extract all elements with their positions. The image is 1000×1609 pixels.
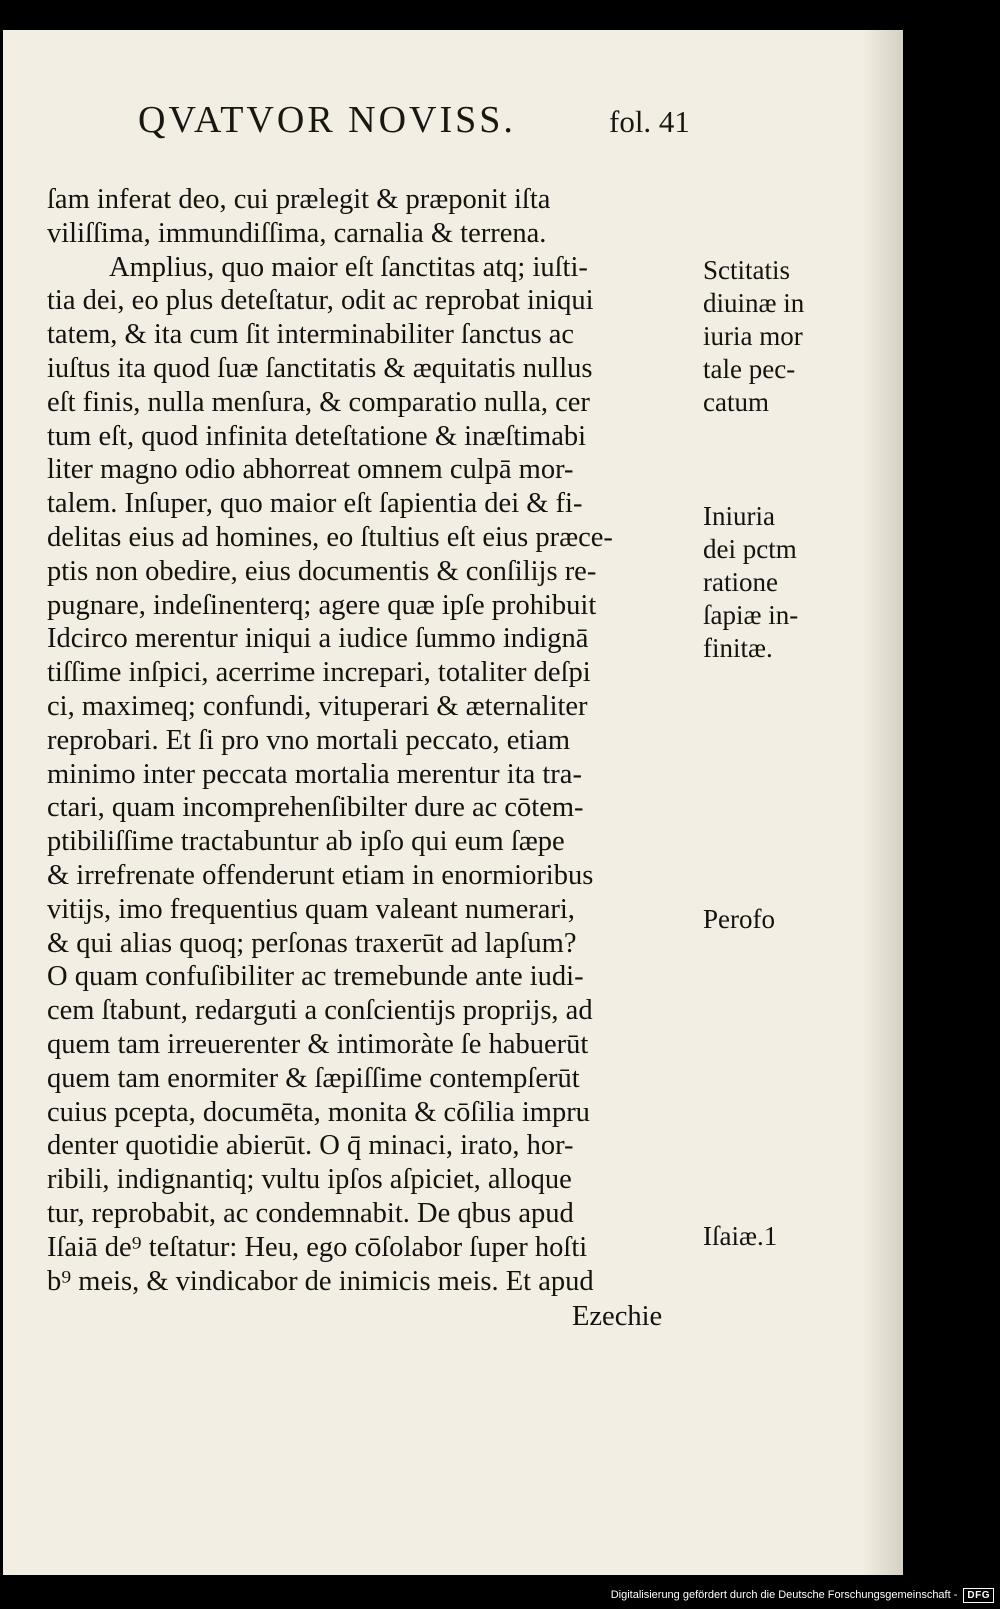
marginal-note-line: catum xyxy=(703,387,769,417)
marginal-note-sanctitas xyxy=(703,254,883,419)
main-text-block xyxy=(47,183,699,1334)
text-line: eſt finis, nulla menſura, & comparatio nulla, cer xyxy=(47,386,590,418)
text-line: pugnare, indeſinenterq; agere quæ ipſe prohibuit xyxy=(47,589,597,621)
marginal-note-line: Sctitatis xyxy=(703,255,790,285)
marginal-note-line: finitæ. xyxy=(703,633,773,663)
text-line: quem tam irreuerenter & intimoràte ſe habuerūt xyxy=(47,1028,589,1060)
text-line: ribili, indignantiq; vultu ipſos aſpiciet, alloque xyxy=(47,1164,572,1196)
marginal-note-line: ratione xyxy=(703,567,778,597)
text-line: ſam inferat deo, cui prælegit & præponit iſta xyxy=(47,184,551,215)
text-line: Iſaiā de⁹ teſtatur: Heu, ego cōſolabor ſuper hoſti xyxy=(47,1231,588,1263)
text-line: liter magno odio abhorreat omnem culpā mor- xyxy=(47,454,574,486)
text-line: tum eſt, quod infinita deteſtatione & inæſtimabi xyxy=(47,420,587,452)
marginal-note-line: Iſaiæ.1 xyxy=(703,1221,778,1251)
text-line: quem tam enormiter & ſæpiſſime contempſerūt xyxy=(47,1062,580,1094)
catchword: Ezechie xyxy=(572,1301,663,1333)
dfg-logo: DFG xyxy=(963,1588,994,1603)
running-head-title: QVATVOR NOVISS. xyxy=(138,99,516,141)
text-line: denter quotidie abierūt. O q̄ minaci, irato, hor- xyxy=(47,1130,574,1162)
marginal-note-isaiae xyxy=(703,1220,883,1253)
text-line: ptibiliſſime tractabuntur ab ipſo qui eum ſæpe xyxy=(47,826,565,858)
marginal-note-line: ſapiæ in- xyxy=(703,600,799,630)
folio-number: fol. 41 xyxy=(609,104,690,139)
text-line: reprobari. Et ſi pro vno mortali peccato, etiam xyxy=(47,724,571,756)
text-line: viliſſima, immundiſſima, carnalia & terrena. xyxy=(47,217,547,249)
text-line: & irrefrenate offenderunt etiam in enormioribus xyxy=(47,859,594,891)
text-line: talem. Inſuper, quo maior eſt ſapientia dei & fi- xyxy=(47,488,583,520)
text-line: tur, reprobabit, ac condemnabit. De qbus apud xyxy=(47,1197,574,1229)
text-line: tatem, & ita cum ſit interminabiliter ſanctus ac xyxy=(47,319,575,351)
marginal-note-line: Perofo xyxy=(703,904,775,934)
text-line: vitijs, imo frequentius quam valeant numerari, xyxy=(47,893,575,925)
text-line: cuius pcepta, documēta, monita & cōſilia impru xyxy=(47,1096,590,1128)
text-line: Amplius, quo maior eſt ſanctitas atq; iuſti- xyxy=(109,251,588,283)
text-line: b⁹ meis, & vindicabor de inimicis meis. Et apud xyxy=(47,1265,594,1297)
text-line: & qui alias quoq; perſonas traxerūt ad lapſum? xyxy=(47,927,577,959)
marginal-note-perofo xyxy=(703,903,883,936)
text-line: ptis non obedire, eius documentis & conſilijs re- xyxy=(47,555,597,587)
text-line: O quam confuſibiliter ac tremebunde ante iudi- xyxy=(47,961,584,993)
marginal-note-line: diuinæ in xyxy=(703,288,805,318)
text-line: ci, maximeq; confundi, vituperari & æternaliter xyxy=(47,690,588,722)
marginal-note-line: iuria mor xyxy=(703,321,803,351)
book-page xyxy=(3,30,903,1575)
text-line: tia dei, eo plus deteſtatur, odit ac reprobat iniqui xyxy=(47,285,594,317)
marginal-note-line: Iniuria xyxy=(703,501,775,531)
marginal-note-line: dei pctm xyxy=(703,534,797,564)
text-line: cem ſtabunt, redarguti a conſcientijs proprijs, ad xyxy=(47,995,593,1027)
text-line: iuſtus ita quod ſuæ ſanctitatis & æquitatis nullus xyxy=(47,352,593,384)
text-line: Idcirco merentur iniqui a iudice ſummo indignā xyxy=(47,623,589,655)
running-head xyxy=(3,98,903,158)
footer-credit xyxy=(611,1584,994,1606)
text-line: ctari, quam incomprehenſibilter dure ac cōtem- xyxy=(47,792,584,824)
footer-credit-text: Digitalisierung gefördert durch die Deutsche Forschungsgemeinschaft - xyxy=(610,1589,958,1601)
marginal-note-line: tale pec- xyxy=(703,354,796,384)
text-line: delitas eius ad homines, eo ſtultius eſt eius præce- xyxy=(47,521,613,553)
marginal-note-iniuria xyxy=(703,500,883,665)
text-line: minimo inter peccata mortalia merentur ita tra- xyxy=(47,758,582,790)
text-line: tiſſime inſpici, acerrime increpari, totaliter deſpi xyxy=(47,657,591,689)
